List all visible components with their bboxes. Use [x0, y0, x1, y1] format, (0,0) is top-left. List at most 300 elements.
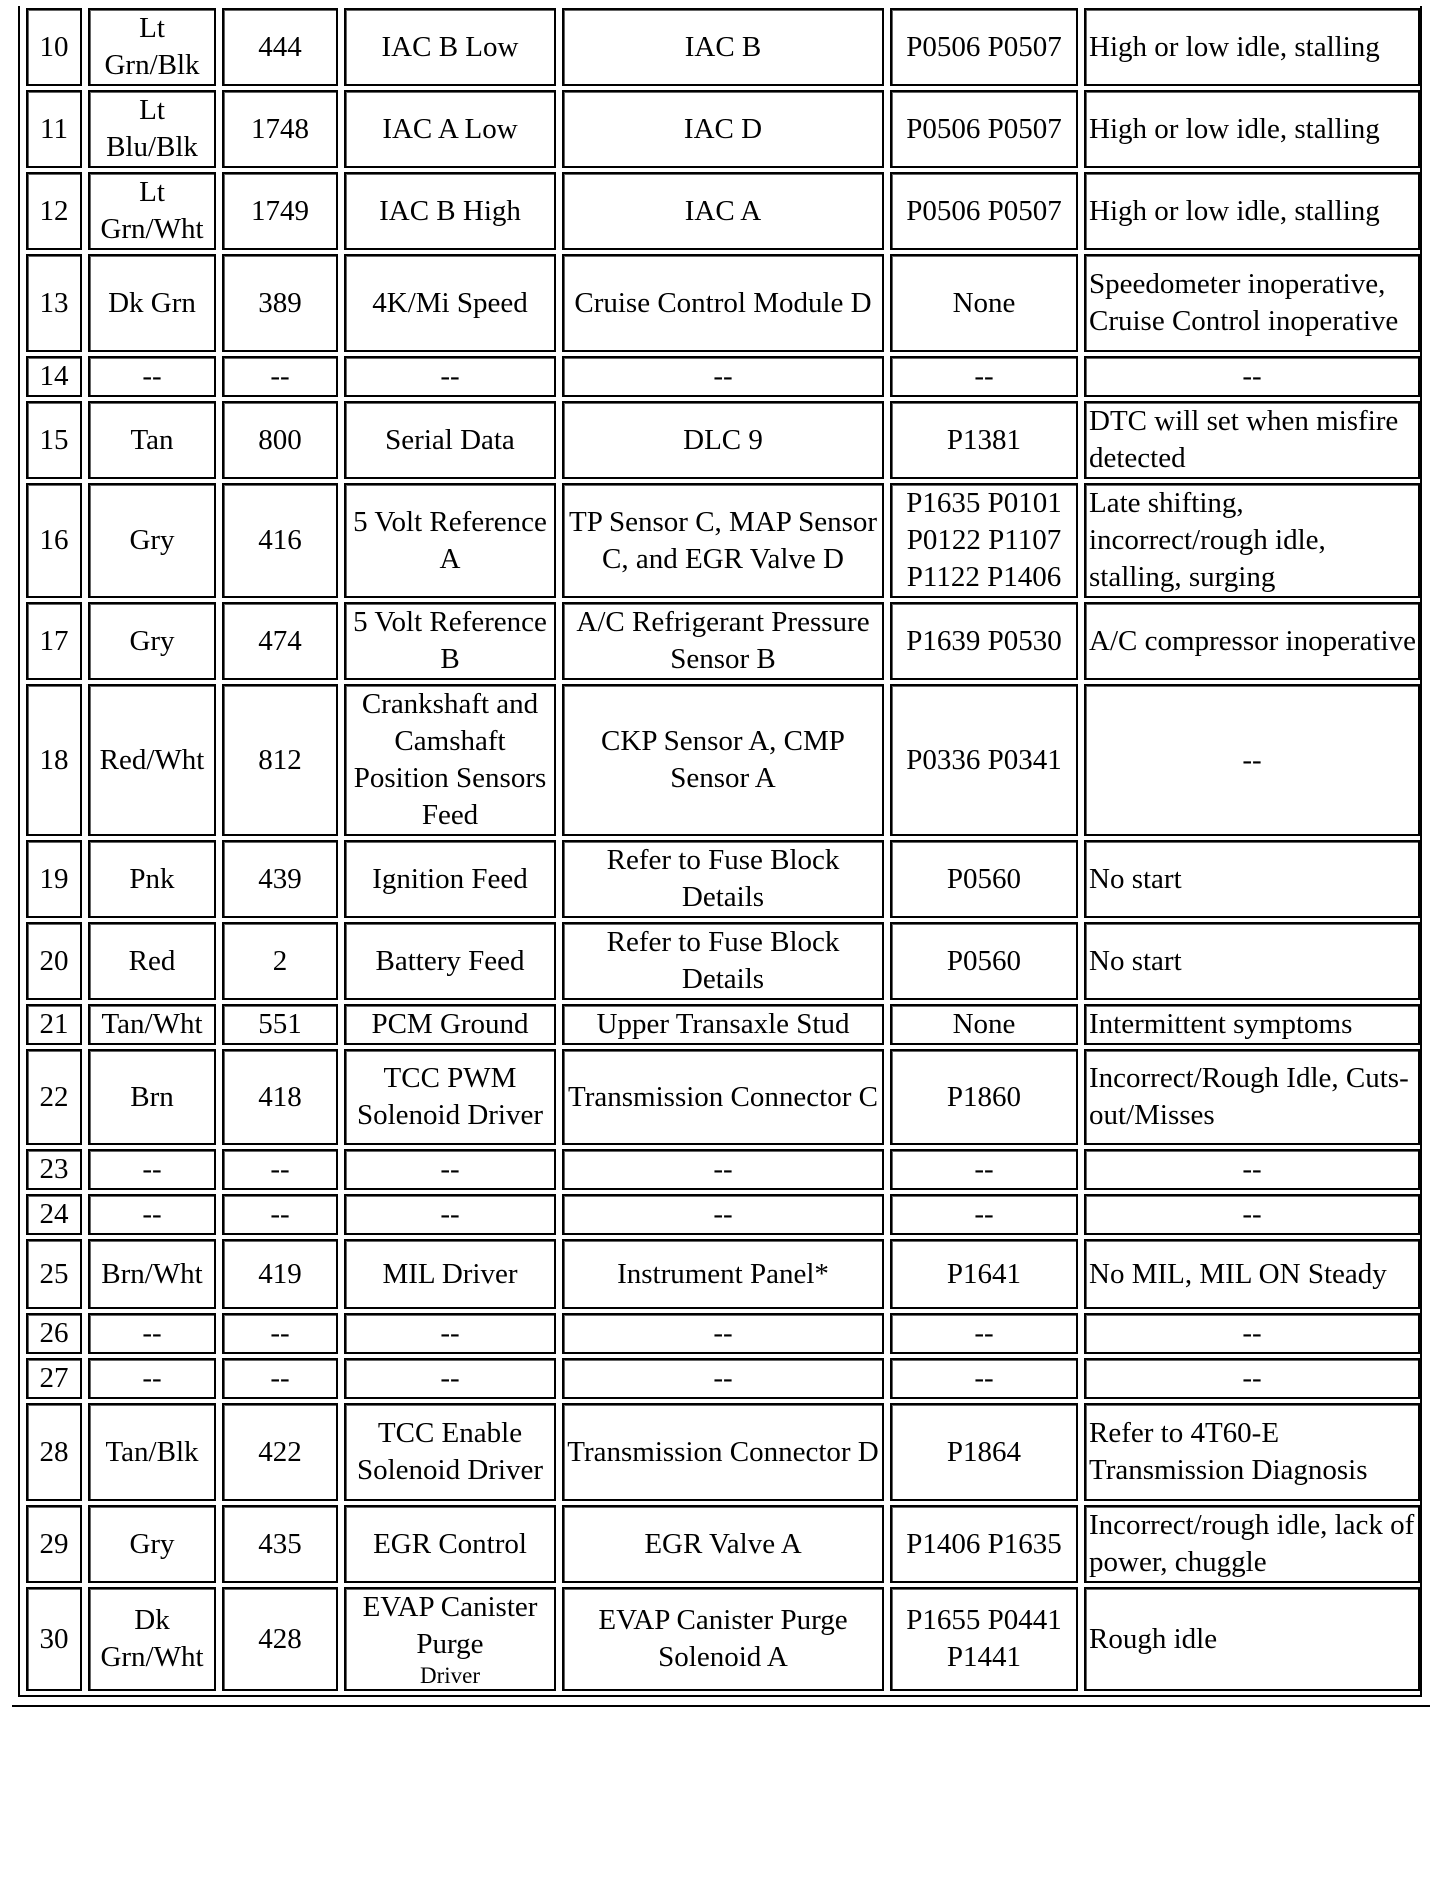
dtc-cell [890, 483, 1078, 598]
dtc-cell-text: P1860 [946, 1080, 1022, 1113]
connection-cell-text: EGR Valve A [644, 1527, 802, 1560]
circuit-function-cell-text: PCM Ground [371, 1008, 529, 1040]
symptom-cell [1084, 483, 1420, 598]
circuit-function-cell-text: Battery Feed [375, 944, 525, 977]
wire-color-cell [88, 1049, 216, 1145]
pin-cell-text: 10 [39, 30, 69, 63]
connection-cell-text: Transmission Connector D [567, 1435, 879, 1468]
dtc-cell [890, 356, 1078, 397]
pin-table-frame [18, 6, 1422, 1697]
table-row [26, 1358, 1420, 1399]
circuit-number-cell [222, 1505, 338, 1583]
wire-color-cell-text: Dk Grn/Wht [100, 1604, 204, 1673]
circuit-number-cell-text: 428 [258, 1622, 302, 1655]
wire-color-cell [88, 1004, 216, 1045]
symptom-cell-text: Refer to 4T60-E Transmission Diagnosis [1089, 1417, 1368, 1486]
circuit-number-cell [222, 1403, 338, 1501]
pin-cell-text: 30 [39, 1622, 69, 1655]
wire-color-cell [88, 1505, 216, 1583]
connection-cell [562, 684, 884, 836]
symptom-cell-text: Speedometer inoperative, Cruise Control inoperative [1089, 268, 1399, 337]
pin-cell-text: 26 [39, 1317, 69, 1349]
dtc-cell-text: -- [974, 1362, 994, 1394]
pin-cell [26, 1505, 82, 1583]
symptom-cell [1084, 1149, 1420, 1190]
table-row [26, 1313, 1420, 1354]
circuit-number-cell [222, 840, 338, 918]
connection-cell [562, 1194, 884, 1235]
symptom-cell-text: High or low idle, stalling [1089, 112, 1380, 145]
wire-color-cell-text: -- [142, 1198, 162, 1230]
circuit-function-cell [344, 1004, 556, 1045]
circuit-number-cell [222, 172, 338, 250]
circuit-function-cell-text: -- [440, 360, 460, 392]
table-row [26, 1149, 1420, 1190]
symptom-cell-text: DTC will set when misfire detected [1089, 405, 1399, 474]
pin-cell-text: 20 [39, 944, 69, 977]
wire-color-cell [88, 684, 216, 836]
pin-cell-text: 14 [39, 360, 69, 392]
circuit-number-cell [222, 8, 338, 86]
circuit-number-cell-text: 435 [258, 1527, 302, 1560]
circuit-function-cell [344, 172, 556, 250]
connection-cell-text: A/C Refrigerant Pressure Sensor B [576, 606, 870, 675]
pin-table-body [26, 8, 1420, 1691]
connection-cell [562, 1049, 884, 1145]
dtc-cell-text: -- [974, 1153, 994, 1185]
dtc-cell [890, 1004, 1078, 1045]
circuit-number-cell [222, 1004, 338, 1045]
circuit-function-cell [344, 1194, 556, 1235]
pin-cell [26, 1403, 82, 1501]
dtc-cell-text: P0560 [946, 944, 1022, 977]
connection-cell [562, 1004, 884, 1045]
pin-cell [26, 1587, 82, 1691]
dtc-cell [890, 1313, 1078, 1354]
circuit-number-cell [222, 1049, 338, 1145]
symptom-cell-text: -- [1242, 1362, 1262, 1394]
dtc-cell [890, 840, 1078, 918]
table-row [26, 922, 1420, 1000]
dtc-cell-text: P1655 P0441 P1441 [906, 1604, 1062, 1673]
symptom-cell [1084, 602, 1420, 680]
connection-cell-text: IAC A [684, 194, 762, 227]
symptom-cell-text: -- [1242, 360, 1262, 392]
circuit-function-cell-text: 5 Volt Reference B [353, 606, 547, 675]
pin-cell [26, 1239, 82, 1309]
wire-color-cell [88, 1194, 216, 1235]
dtc-cell [890, 1505, 1078, 1583]
dtc-cell-text: P0506 P0507 [906, 112, 1062, 145]
symptom-cell [1084, 1403, 1420, 1501]
circuit-function-cell [344, 483, 556, 598]
pin-cell [26, 1004, 82, 1045]
connection-cell-text: -- [713, 1362, 733, 1394]
pin-cell [26, 8, 82, 86]
connection-cell-text: EVAP Canister Purge Solenoid A [598, 1604, 848, 1673]
table-row [26, 1004, 1420, 1045]
connection-cell [562, 356, 884, 397]
circuit-function-cell [344, 401, 556, 479]
symptom-cell-text: A/C compressor inoperative [1089, 624, 1416, 657]
symptom-cell-text: -- [1242, 1317, 1262, 1349]
dtc-cell [890, 1587, 1078, 1691]
wire-color-cell [88, 483, 216, 598]
circuit-number-cell [222, 602, 338, 680]
circuit-number-cell-text: 800 [258, 423, 302, 456]
circuit-number-cell [222, 1358, 338, 1399]
circuit-function-cell [344, 254, 556, 352]
table-row [26, 1049, 1420, 1145]
circuit-number-cell-text: 1748 [251, 112, 309, 145]
symptom-cell-text: No MIL, MIL ON Steady [1089, 1257, 1387, 1290]
dtc-cell-text: -- [974, 360, 994, 392]
dtc-cell-text: -- [974, 1198, 994, 1230]
circuit-function-cell [344, 922, 556, 1000]
wire-color-cell-text: Brn/Wht [101, 1257, 203, 1290]
circuit-number-cell [222, 401, 338, 479]
wire-color-cell-text: Lt Grn/Wht [100, 176, 204, 245]
symptom-cell-text: No start [1089, 862, 1182, 895]
circuit-function-cell-text: Serial Data [385, 423, 515, 456]
pin-cell [26, 840, 82, 918]
circuit-number-cell-text: -- [270, 1198, 290, 1230]
dtc-cell [890, 1239, 1078, 1309]
table-row [26, 90, 1420, 168]
circuit-function-cell-text: IAC A Low [382, 112, 518, 145]
connection-cell-text: Refer to Fuse Block Details [606, 926, 840, 995]
wire-color-cell [88, 8, 216, 86]
table-row [26, 8, 1420, 86]
wire-color-cell [88, 1403, 216, 1501]
wire-color-cell [88, 254, 216, 352]
dtc-cell [890, 401, 1078, 479]
symptom-cell-text: -- [1242, 1198, 1262, 1230]
symptom-cell-text: Intermittent symptoms [1089, 1008, 1353, 1040]
connection-cell [562, 483, 884, 598]
bottom-rule [12, 1705, 1430, 1707]
pin-cell-text: 17 [39, 624, 69, 657]
connection-cell [562, 1587, 884, 1691]
dtc-cell-text: None [952, 286, 1016, 319]
wire-color-cell [88, 1239, 216, 1309]
symptom-cell [1084, 254, 1420, 352]
pin-cell [26, 254, 82, 352]
circuit-function-cell [344, 1403, 556, 1501]
connection-cell [562, 90, 884, 168]
pin-cell-text: 22 [39, 1080, 69, 1113]
dtc-cell [890, 1358, 1078, 1399]
connection-cell [562, 172, 884, 250]
circuit-function-cell-text: Crankshaft and Camshaft Position Sensors Feed [353, 688, 547, 831]
circuit-function-cell-text: EGR Control [373, 1527, 527, 1560]
symptom-cell [1084, 1505, 1420, 1583]
wire-color-cell [88, 840, 216, 918]
connection-cell-text: CKP Sensor A, CMP Sensor A [601, 725, 845, 794]
wire-color-cell-text: Pnk [129, 862, 175, 895]
connection-cell [562, 254, 884, 352]
circuit-number-cell-text: 1749 [251, 194, 309, 227]
circuit-function-cell-text: -- [440, 1317, 460, 1349]
pin-cell-text: 15 [39, 423, 69, 456]
dtc-cell-text: P1406 P1635 [906, 1527, 1062, 1560]
dtc-cell [890, 8, 1078, 86]
circuit-function-cell [344, 1358, 556, 1399]
wire-color-cell [88, 922, 216, 1000]
connection-cell-text: IAC D [683, 112, 763, 145]
symptom-cell-text: No start [1089, 944, 1182, 977]
dtc-cell-text: P0506 P0507 [906, 194, 1062, 227]
wire-color-cell-text: -- [142, 360, 162, 392]
circuit-number-cell [222, 1587, 338, 1691]
pin-cell-text: 28 [39, 1435, 69, 1468]
connection-cell [562, 1505, 884, 1583]
wire-color-cell [88, 90, 216, 168]
circuit-function-cell-text: TCC PWM Solenoid Driver [356, 1062, 544, 1131]
circuit-number-cell [222, 254, 338, 352]
wire-color-cell-text: Gry [129, 524, 175, 556]
wire-color-cell-text: Tan/Blk [105, 1435, 199, 1468]
pin-cell [26, 1049, 82, 1145]
table-row [26, 840, 1420, 918]
circuit-function-cell [344, 1587, 556, 1691]
wire-color-cell [88, 602, 216, 680]
wire-color-cell [88, 1149, 216, 1190]
wire-color-cell-text: Dk Grn [108, 286, 196, 319]
wire-color-cell-text: -- [142, 1362, 162, 1394]
pin-cell-text: 16 [39, 524, 69, 556]
circuit-function-tail-text: Driver [419, 1663, 481, 1688]
circuit-number-cell [222, 1194, 338, 1235]
pin-cell [26, 483, 82, 598]
symptom-cell [1084, 401, 1420, 479]
pin-cell-text: 24 [39, 1198, 69, 1230]
wire-color-cell [88, 1313, 216, 1354]
table-row [26, 684, 1420, 836]
pin-cell-text: 21 [39, 1008, 69, 1040]
dtc-cell [890, 254, 1078, 352]
circuit-number-cell [222, 1313, 338, 1354]
symptom-cell [1084, 684, 1420, 836]
pin-cell [26, 602, 82, 680]
symptom-cell [1084, 1313, 1420, 1354]
pin-cell [26, 1313, 82, 1354]
symptom-cell-text: High or low idle, stalling [1089, 30, 1380, 63]
connection-cell-text: -- [713, 360, 733, 392]
table-row [26, 1587, 1420, 1691]
table-row [26, 1194, 1420, 1235]
dtc-cell-text: P1635 P0101 P0122 P1107 P1122 P1406 [906, 487, 1062, 593]
dtc-cell-text: P0336 P0341 [906, 743, 1062, 776]
circuit-number-cell [222, 1239, 338, 1309]
symptom-cell [1084, 1358, 1420, 1399]
pin-cell [26, 172, 82, 250]
pin-cell-text: 12 [39, 194, 69, 227]
connection-cell [562, 1239, 884, 1309]
pin-cell-text: 13 [39, 286, 69, 319]
pin-table [20, 4, 1426, 1695]
dtc-cell [890, 172, 1078, 250]
circuit-number-cell-text: 812 [258, 743, 302, 776]
symptom-cell [1084, 922, 1420, 1000]
circuit-function-cell [344, 1505, 556, 1583]
circuit-function-cell [344, 1049, 556, 1145]
symptom-cell [1084, 356, 1420, 397]
circuit-function-cell-text: IAC B High [379, 194, 521, 227]
pin-cell-text: 23 [39, 1153, 69, 1185]
circuit-function-cell-text: 5 Volt Reference A [353, 505, 547, 575]
symptom-cell [1084, 1004, 1420, 1045]
dtc-cell-text: P1639 P0530 [906, 624, 1062, 657]
dtc-cell-text: P0506 P0507 [906, 30, 1062, 63]
table-row [26, 401, 1420, 479]
circuit-function-cell-text: -- [440, 1153, 460, 1185]
circuit-number-cell [222, 356, 338, 397]
dtc-cell [890, 90, 1078, 168]
wire-color-cell-text: Tan [130, 423, 174, 456]
circuit-function-cell [344, 1313, 556, 1354]
table-row [26, 1505, 1420, 1583]
table-row [26, 483, 1420, 598]
symptom-cell [1084, 1587, 1420, 1691]
connection-cell-text: TP Sensor C, MAP Sensor C, and EGR Valve D [568, 505, 878, 575]
wire-color-cell [88, 172, 216, 250]
circuit-number-cell-text: 419 [258, 1257, 302, 1290]
circuit-function-cell-text: IAC B Low [381, 30, 519, 63]
wire-color-cell-text: Gry [129, 1527, 175, 1560]
pin-cell-text: 27 [39, 1362, 69, 1394]
symptom-cell [1084, 1194, 1420, 1235]
connection-cell [562, 1149, 884, 1190]
wire-color-cell [88, 1587, 216, 1691]
circuit-function-cell-text: MIL Driver [382, 1257, 518, 1290]
wire-color-cell-text: Red/Wht [99, 743, 205, 776]
connection-cell-text: Refer to Fuse Block Details [606, 844, 840, 913]
connection-cell-text: Cruise Control Module D [574, 286, 872, 319]
wire-color-cell-text: Brn [130, 1080, 174, 1113]
connection-cell-text: -- [713, 1317, 733, 1349]
wire-color-cell-text: Lt Grn/Blk [104, 12, 200, 81]
pin-cell [26, 684, 82, 836]
circuit-number-cell [222, 684, 338, 836]
table-row [26, 602, 1420, 680]
pin-cell-text: 29 [39, 1527, 69, 1560]
wire-color-cell [88, 1358, 216, 1399]
circuit-number-cell-text: 474 [258, 624, 302, 657]
connection-cell-text: IAC B [684, 30, 762, 63]
circuit-number-cell-text: 418 [258, 1080, 302, 1113]
circuit-function-cell-text: 4K/Mi Speed [372, 286, 528, 319]
dtc-cell [890, 684, 1078, 836]
dtc-cell-text: None [952, 1008, 1016, 1040]
circuit-number-cell-text: 389 [258, 286, 302, 319]
connection-cell-text: Upper Transaxle Stud [596, 1008, 850, 1040]
circuit-function-cell-text: TCC Enable Solenoid Driver [356, 1417, 544, 1486]
connection-cell [562, 602, 884, 680]
pin-cell-text: 19 [39, 862, 69, 895]
circuit-function-cell-text: -- [440, 1198, 460, 1230]
symptom-cell-text: Incorrect/Rough Idle, Cuts-out/Misses [1089, 1062, 1409, 1131]
circuit-number-cell-text: 444 [258, 30, 302, 63]
symptom-cell-text: -- [1242, 743, 1262, 776]
document-page [12, 0, 1422, 1880]
pin-cell [26, 356, 82, 397]
wire-color-cell-text: Gry [129, 624, 175, 657]
circuit-function-cell [344, 1239, 556, 1309]
connection-cell [562, 1313, 884, 1354]
table-row [26, 172, 1420, 250]
table-row [26, 254, 1420, 352]
pin-cell [26, 922, 82, 1000]
dtc-cell-text: P1381 [946, 423, 1022, 456]
connection-cell [562, 1358, 884, 1399]
pin-cell-text: 25 [39, 1257, 69, 1290]
wire-color-cell-text: Tan/Wht [101, 1008, 203, 1040]
connection-cell [562, 8, 884, 86]
wire-color-cell-text: Red [128, 944, 176, 977]
circuit-number-cell-text: 439 [258, 862, 302, 895]
wire-color-cell [88, 401, 216, 479]
pin-cell-text: 18 [39, 743, 69, 776]
pin-cell [26, 90, 82, 168]
circuit-number-cell-text: -- [270, 1153, 290, 1185]
dtc-cell [890, 1403, 1078, 1501]
dtc-cell [890, 922, 1078, 1000]
circuit-number-cell-text: 551 [258, 1008, 302, 1040]
symptom-cell [1084, 1239, 1420, 1309]
dtc-cell [890, 1149, 1078, 1190]
dtc-cell-text: P1641 [946, 1257, 1022, 1290]
connection-cell-text: Transmission Connector C [568, 1080, 878, 1113]
symptom-cell-text: Rough idle [1089, 1622, 1218, 1655]
pin-cell [26, 1358, 82, 1399]
circuit-function-cell [344, 602, 556, 680]
circuit-number-cell-text: -- [270, 1362, 290, 1394]
connection-cell-text: -- [713, 1153, 733, 1185]
connection-cell-text: Instrument Panel* [617, 1257, 829, 1290]
circuit-number-cell-text: -- [270, 1317, 290, 1349]
circuit-function-cell-text: -- [440, 1362, 460, 1394]
pin-cell [26, 401, 82, 479]
symptom-cell-text: Incorrect/rough idle, lack of power, chuggle [1089, 1509, 1415, 1578]
circuit-function-cell [344, 356, 556, 397]
circuit-number-cell-text: 416 [258, 524, 302, 556]
circuit-function-cell [344, 840, 556, 918]
symptom-cell [1084, 8, 1420, 86]
circuit-function-cell [344, 90, 556, 168]
wire-color-cell-text: Lt Blu/Blk [106, 94, 198, 163]
circuit-function-cell-text: EVAP Canister Purge [362, 1591, 538, 1660]
connection-cell [562, 840, 884, 918]
pin-cell-text: 11 [40, 112, 68, 145]
connection-cell [562, 401, 884, 479]
dtc-cell-text: P1864 [946, 1435, 1022, 1468]
symptom-cell [1084, 172, 1420, 250]
connection-cell-text: -- [713, 1198, 733, 1230]
symptom-cell-text: Late shifting, incorrect/rough idle, stalling, surging [1089, 487, 1326, 593]
symptom-cell-text: High or low idle, stalling [1089, 194, 1380, 227]
pin-cell [26, 1149, 82, 1190]
connection-cell-text: DLC 9 [683, 423, 763, 456]
circuit-number-cell [222, 483, 338, 598]
circuit-function-cell-text: Ignition Feed [372, 862, 528, 895]
circuit-number-cell [222, 90, 338, 168]
table-row [26, 356, 1420, 397]
symptom-cell-text: -- [1242, 1153, 1262, 1185]
connection-cell [562, 1403, 884, 1501]
dtc-cell [890, 602, 1078, 680]
wire-color-cell-text: -- [142, 1153, 162, 1185]
